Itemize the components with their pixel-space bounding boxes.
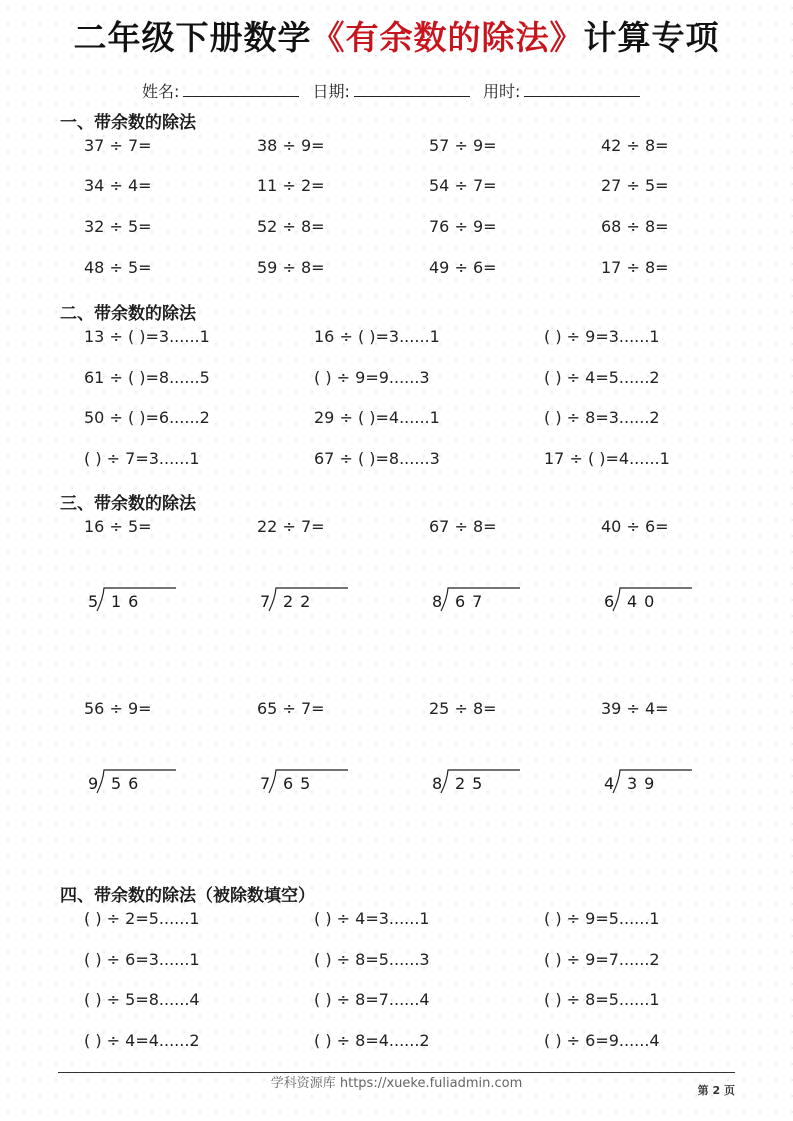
problem: 68 ÷ 8= — [601, 217, 669, 236]
title-highlight: 《有余数的除法》 — [311, 18, 584, 57]
problem: ( ) ÷ 2=5......1 — [84, 909, 200, 928]
problem: 32 ÷ 5= — [84, 217, 152, 236]
problem: 38 ÷ 9= — [257, 136, 325, 155]
problem: ( ) ÷ 5=8......4 — [84, 990, 200, 1009]
problem: 56 ÷ 9= — [84, 699, 152, 718]
problem: 40 ÷ 6= — [601, 517, 669, 536]
problem: 11 ÷ 2= — [257, 176, 325, 195]
problem: ( ) ÷ 9=7......2 — [544, 950, 660, 969]
time-label: 用时: — [483, 82, 521, 101]
problem: 39 ÷ 4= — [601, 699, 669, 718]
problem: 50 ÷ ( )=6......2 — [84, 408, 210, 427]
problem: 57 ÷ 9= — [429, 136, 497, 155]
problem: 59 ÷ 8= — [257, 258, 325, 277]
problem: 29 ÷ ( )=4......1 — [314, 408, 440, 427]
problem: 17 ÷ 8= — [601, 258, 669, 277]
long-division-bracket: 9 56 — [88, 767, 178, 795]
section-4-title: 四、带余数的除法（被除数填空） — [60, 886, 315, 906]
problem: 76 ÷ 9= — [429, 217, 497, 236]
problem: 65 ÷ 7= — [257, 699, 325, 718]
problem: 42 ÷ 8= — [601, 136, 669, 155]
section-3-title: 三、带余数的除法 — [60, 494, 196, 514]
problem: ( ) ÷ 4=4......2 — [84, 1031, 200, 1050]
long-division-bracket: 6 40 — [604, 585, 694, 613]
page-number: 第 2 页 — [697, 1084, 735, 1097]
section-2-title: 二、带余数的除法 — [60, 304, 196, 324]
problem: 67 ÷ 8= — [429, 517, 497, 536]
problem: ( ) ÷ 8=3......2 — [544, 408, 660, 427]
problem: ( ) ÷ 9=9......3 — [314, 368, 430, 387]
problem: ( ) ÷ 6=3......1 — [84, 950, 200, 969]
date-label: 日期: — [312, 82, 350, 101]
footer-source-link[interactable]: 学科资源库 https://xueke.fuliadmin.com — [270, 1076, 523, 1091]
problem: 27 ÷ 5= — [601, 176, 669, 195]
date-blank[interactable] — [354, 82, 470, 97]
problem: ( ) ÷ 9=3......1 — [544, 327, 660, 346]
problem: 22 ÷ 7= — [257, 517, 325, 536]
problem: 17 ÷ ( )=4......1 — [544, 449, 670, 468]
problem: 16 ÷ ( )=3......1 — [314, 327, 440, 346]
long-division-bracket: 5 16 — [88, 585, 178, 613]
problem: ( ) ÷ 4=5......2 — [544, 368, 660, 387]
problem: 54 ÷ 7= — [429, 176, 497, 195]
problem: ( ) ÷ 6=9......4 — [544, 1031, 660, 1050]
long-division-bracket: 8 25 — [432, 767, 522, 795]
long-division-bracket: 7 65 — [260, 767, 350, 795]
problem: 13 ÷ ( )=3......1 — [84, 327, 210, 346]
section-1-title: 一、带余数的除法 — [60, 113, 196, 133]
problem: 52 ÷ 8= — [257, 217, 325, 236]
problem: ( ) ÷ 8=5......3 — [314, 950, 430, 969]
problem: 16 ÷ 5= — [84, 517, 152, 536]
problem: 37 ÷ 7= — [84, 136, 152, 155]
page-title: 二年级下册数学《有余数的除法》计算专项 — [73, 18, 720, 57]
name-blank[interactable] — [183, 82, 299, 97]
problem: ( ) ÷ 8=7......4 — [314, 990, 430, 1009]
problem: ( ) ÷ 8=5......1 — [544, 990, 660, 1009]
problem: ( ) ÷ 8=4......2 — [314, 1031, 430, 1050]
long-division-bracket: 4 39 — [604, 767, 694, 795]
long-division-bracket: 7 22 — [260, 585, 350, 613]
problem: 61 ÷ ( )=8......5 — [84, 368, 210, 387]
problem: ( ) ÷ 4=3......1 — [314, 909, 430, 928]
problem: 25 ÷ 8= — [429, 699, 497, 718]
problem: 48 ÷ 5= — [84, 258, 152, 277]
problem: ( ) ÷ 7=3......1 — [84, 449, 200, 468]
problem: 34 ÷ 4= — [84, 176, 152, 195]
problem: 67 ÷ ( )=8......3 — [314, 449, 440, 468]
time-blank[interactable] — [524, 82, 640, 97]
problem: 49 ÷ 6= — [429, 258, 497, 277]
name-label: 姓名: — [142, 82, 180, 101]
long-division-bracket: 8 67 — [432, 585, 522, 613]
problem: ( ) ÷ 9=5......1 — [544, 909, 660, 928]
student-info-row — [142, 79, 648, 102]
